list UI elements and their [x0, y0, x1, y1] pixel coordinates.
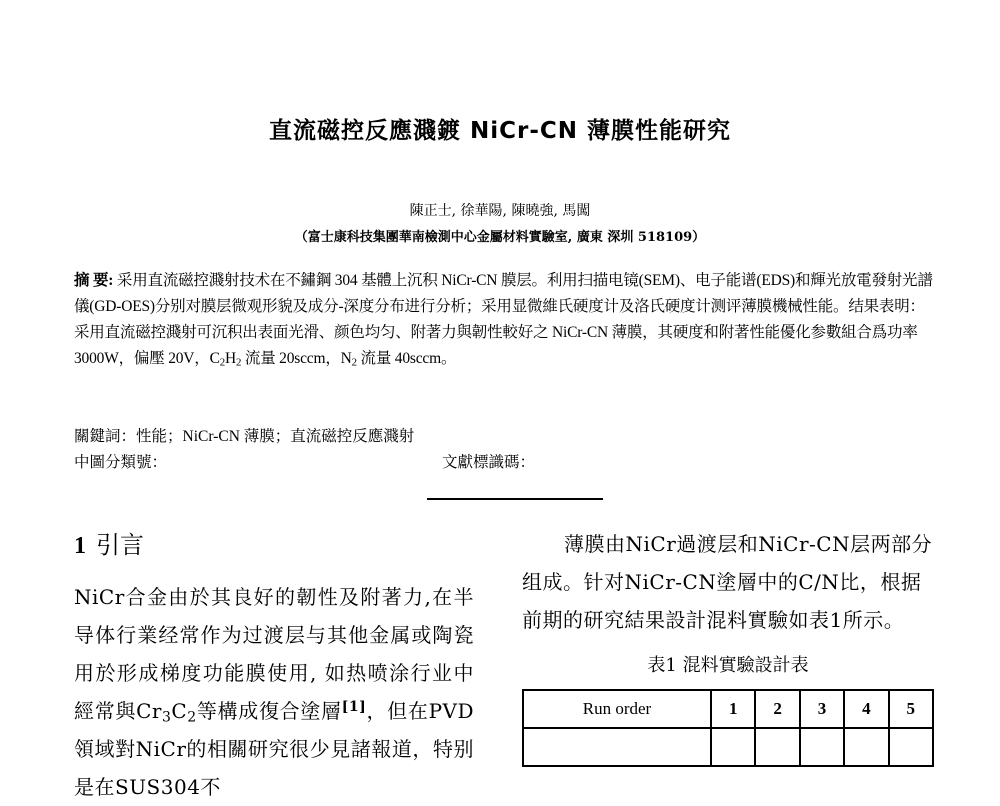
- left-column: [74, 525, 474, 806]
- divider-rule: [427, 498, 603, 500]
- intro-sub: 2: [187, 709, 197, 726]
- right-paragraph: 薄膜由NiCr過渡层和NiCr-CN层两部分组成。针对NiCr-CN塗層中的C/N比，根据前期的研究結果設計混料實驗如表1所示。: [522, 532, 933, 632]
- table-caption: 表1 混料實驗設計表: [647, 655, 809, 676]
- table-cell: [523, 728, 711, 766]
- intro-paragraph: [74, 578, 474, 806]
- paper-title: 直流磁控反應濺鍍 NiCr-CN 薄膜性能研究: [268, 118, 732, 144]
- table-cell: [800, 728, 844, 766]
- clc-label: 中圖分類號：: [74, 454, 168, 471]
- intro-text: NiCr合金由於其良好的韌性及附著力,在半导体行業经常作为过渡层与其他金属或陶瓷用於形成梯度功能膜使用, 如热喷涂行业中經常與Cr: [74, 585, 474, 723]
- abstract-sub: 2: [219, 356, 225, 369]
- mixture-design-table: [522, 689, 934, 767]
- abstract-text: 流量 20sccm，N: [241, 350, 352, 367]
- intro-text: C: [171, 699, 188, 723]
- table-col-header: 4: [844, 690, 888, 728]
- abstract: [74, 268, 934, 372]
- keywords: 關鍵詞：性能；NiCr-CN 薄膜；直流磁控反應濺射: [74, 428, 415, 445]
- affiliation: （富士康科技集團華南檢測中心金屬材料實驗室, 廣東 深圳 518109）: [294, 230, 706, 245]
- table-col-header: 3: [800, 690, 844, 728]
- table-cell: [755, 728, 799, 766]
- abstract-text: 流量 40sccm。: [356, 350, 457, 367]
- classification-row: [74, 450, 934, 476]
- intro-text: ，但在PVD領域對NiCr的相關研究很少見諸報道，特别是在SUS304不: [74, 699, 475, 799]
- citation-ref: [1]: [341, 699, 367, 715]
- abstract-sub: 2: [235, 356, 242, 369]
- right-column: [522, 525, 934, 767]
- table-cell: [844, 728, 888, 766]
- table-row: [523, 728, 933, 766]
- table-header-cell: Run order: [523, 690, 711, 728]
- table-cell: [889, 728, 933, 766]
- abstract-text: H: [224, 350, 236, 367]
- table-cell: [711, 728, 755, 766]
- section-title: 引言: [96, 531, 144, 559]
- table-col-header: 5: [889, 690, 933, 728]
- abstract-text: 采用直流磁控濺射技术在不鏽鋼 304 基體上沉积 NiCr-CN 膜层。利用扫描电镜(SEM)、电子能谱(EDS)和輝光放電發射光譜儀(GD-OES)分别对膜层微观形貌及成分-深度分布进行分析；采用显微維氏硬度计及洛氏硬度计测评薄膜機械性能。结果表明：采用直流磁控濺射可沉积出表面光滑、颜色均匀、附著力與韌性較好之 NiCr-CN 薄膜，其硬度和附著性能優化参數組合爲功率 3000W，偏壓 20V，C: [74, 272, 933, 367]
- section-number: 1: [74, 533, 86, 559]
- intro-text: 等構成復合塗層: [196, 699, 342, 723]
- table-col-header: 2: [755, 690, 799, 728]
- abstract-sub: 2: [351, 356, 357, 369]
- abstract-label: 摘 要:: [74, 272, 114, 289]
- authors: 陳正士, 徐華陽, 陳曉強, 馬闖: [409, 203, 591, 219]
- table-row: [523, 690, 933, 728]
- intro-sub: 3: [161, 709, 172, 726]
- section-heading: [74, 525, 474, 560]
- document-id-label: 文獻標識碼：: [442, 454, 536, 471]
- table-col-header: 1: [711, 690, 755, 728]
